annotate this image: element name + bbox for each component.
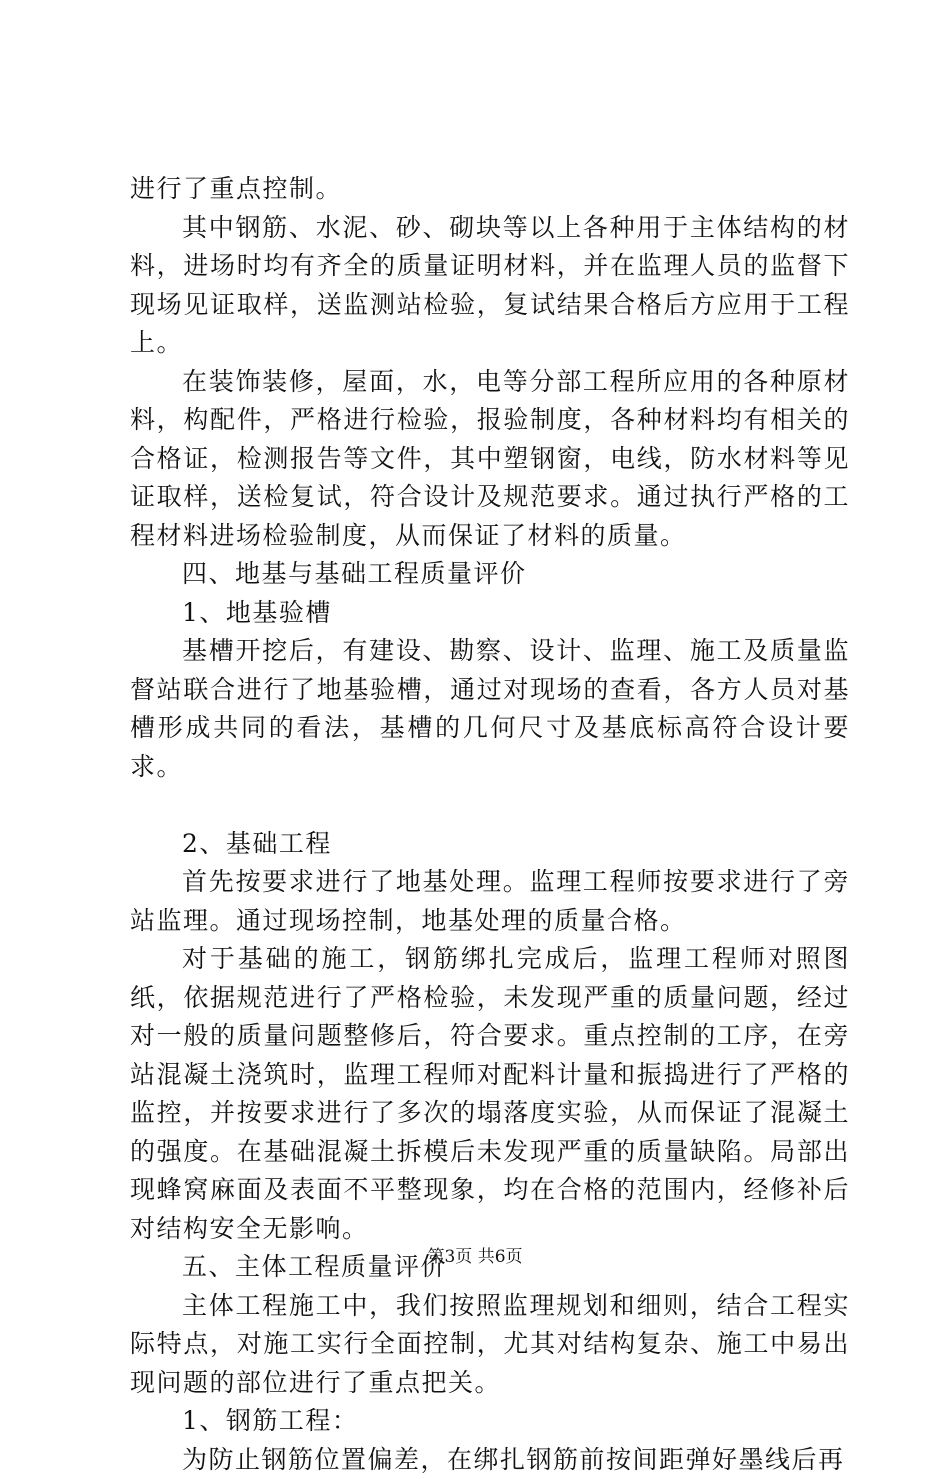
document-body [130, 170, 850, 1479]
paragraph-materials-decoration: 在装饰装修，屋面，水，电等分部工程所应用的各种原材料，构配件，严格进行检验，报验制度，各种材料均有相关的合格证，检测报告等文件，其中塑钢窗，电线，防水材料等见证取样，送检复试，符合设计及规范要求。通过执行严格的工程材料进场检验制度，从而保证了材料的质量。 [130, 363, 850, 556]
subheading-rebar-works: 1、钢筋工程： [130, 1402, 850, 1441]
paragraph-foundation-trench: 基槽开挖后，有建设、勘察、设计、监理、施工及质量监督站联合进行了地基验槽，通过对现场的查看，各方人员对基槽形成共同的看法，基槽的几何尺寸及基底标高符合设计要求。 [130, 632, 850, 786]
section-heading-foundation: 四、地基与基础工程质量评价 [130, 555, 850, 594]
paragraph-foundation-construction: 对于基础的施工，钢筋绑扎完成后，监理工程师对照图纸，依据规范进行了严格检验，未发现严重的质量问题，经过对一般的质量问题整修后，符合要求。重点控制的工序，在旁站混凝土浇筑时，监理工程师对配料计量和振捣进行了严格的监控，并按要求进行了多次的塌落度实验，从而保证了混凝土的强度。在基础混凝土拆模后未发现严重的质量缺陷。局部出现蜂窝麻面及表面不平整现象，均在合格的范围内，经修补后对结构安全无影响。 [130, 940, 850, 1248]
page-number: 第3页 共6页 [427, 1247, 522, 1267]
paragraph-foundation-treatment: 首先按要求进行了地基处理。监理工程师按要求进行了旁站监理。通过现场控制，地基处理的质量合格。 [130, 863, 850, 940]
subheading-foundation-trench: 1、地基验槽 [130, 594, 850, 633]
section-heading-main-structure: 五、主体工程质量评价 [130, 1248, 850, 1287]
subheading-foundation-works: 2、基础工程 [130, 825, 850, 864]
paragraph-continuation: 进行了重点控制。 [130, 170, 850, 209]
paragraph-rebar-works: 为防止钢筋位置偏差，在绑扎钢筋前按间距弹好墨线后再 [130, 1441, 850, 1479]
paragraph-main-structure: 主体工程施工中，我们按照监理规划和细则，结合工程实际特点，对施工实行全面控制，尤其对结构复杂、施工中易出现问题的部位进行了重点把关。 [130, 1287, 850, 1403]
paragraph-materials-main-structure: 其中钢筋、水泥、砂、砌块等以上各种用于主体结构的材料，进场时均有齐全的质量证明材料，并在监理人员的监督下现场见证取样，送监测站检验，复试结果合格后方应用于工程上。 [130, 209, 850, 363]
blank-line [130, 786, 850, 825]
page-footer [0, 1242, 950, 1267]
